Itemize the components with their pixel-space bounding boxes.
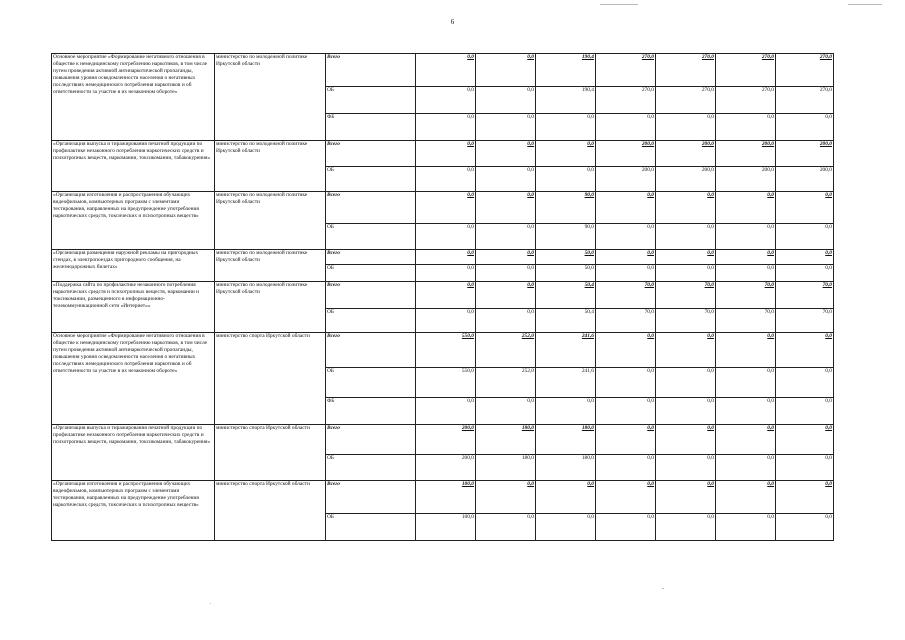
- amount-cell: 252,0: [476, 333, 536, 368]
- budget-table: [51, 53, 834, 541]
- amount-cell: 0,0: [776, 455, 834, 481]
- scan-artifact: [600, 4, 638, 5]
- amount-cell: 0,0: [476, 514, 536, 541]
- amount-cell: 50,4: [536, 282, 596, 309]
- amount-cell: 0,0: [596, 250, 656, 265]
- scan-artifact: [848, 4, 882, 5]
- amount-cell: 0,0: [716, 114, 776, 141]
- amount-cell: 70,0: [716, 282, 776, 309]
- amount-cell: 270,0: [716, 54, 776, 87]
- amount-cell: 550,0: [416, 368, 476, 398]
- amount-cell: 0,0: [656, 265, 716, 282]
- amount-cell: 0,0: [596, 481, 656, 514]
- amount-cell: 200,0: [416, 455, 476, 481]
- amount-cell: 0,0: [476, 192, 536, 224]
- amount-cell: 241,6: [536, 333, 596, 368]
- amount-cell: 0,0: [476, 54, 536, 87]
- amount-cell: 0,0: [596, 224, 656, 250]
- amount-cell: 0,0: [596, 333, 656, 368]
- amount-cell: 0,0: [716, 455, 776, 481]
- table-row: [52, 250, 834, 265]
- amount-cell: 270,0: [776, 54, 834, 87]
- amount-cell: 90,0: [536, 224, 596, 250]
- funding-source: Всего: [326, 250, 416, 265]
- amount-cell: 0,0: [476, 481, 536, 514]
- budget-table-body: [52, 54, 834, 541]
- amount-cell: 70,0: [716, 309, 776, 333]
- amount-cell: 70,0: [596, 309, 656, 333]
- measure-description: «Организация изготовления и распространения обучающих видеофильмов, компьютерных программ с элементами тестирования, направленных на предупреждение употребления наркотических средств, токсических и психотропных веществ»: [52, 192, 215, 250]
- amount-cell: 0,0: [656, 481, 716, 514]
- amount-cell: 200,0: [416, 425, 476, 455]
- amount-cell: 0,0: [416, 224, 476, 250]
- amount-cell: 0,0: [656, 224, 716, 250]
- measure-description: «Организация выпуска и тиражирования печатной продукции по профилактике незаконного потребления наркотических средств и психотропных веществ, наркомании, токсикомании, табакокурения»: [52, 141, 215, 192]
- amount-cell: 0,0: [476, 224, 536, 250]
- executor: министерство спорта Иркутской области: [215, 481, 326, 541]
- amount-cell: 241,6: [536, 368, 596, 398]
- amount-cell: 0,0: [776, 192, 834, 224]
- funding-source: Всего: [326, 333, 416, 368]
- measure-description: Основное мероприятие «Формирование негативного отношения в обществе к немедицинскому потреблению наркотиков, в том числе путем проведения активной антинаркотической пропаганды, повышения уровня осведомленности населения о негативных последствиях немедицинского потребления наркотиков и об ответственности за участие в их незаконном обороте»: [52, 54, 215, 141]
- amount-cell: 0,0: [596, 192, 656, 224]
- amount-cell: 252,0: [476, 368, 536, 398]
- amount-cell: 200,0: [716, 167, 776, 192]
- scan-artifact: [662, 588, 664, 589]
- funding-source: ОБ: [326, 224, 416, 250]
- measure-description: «Организация изготовления и распространения обучающих видеофильмов, компьютерных программ с элементами тестирования, направленных на предупреждение употребления наркотических средств, токсических и психотропных веществ»: [52, 481, 215, 541]
- amount-cell: 0,0: [536, 141, 596, 167]
- funding-source: ОБ: [326, 87, 416, 114]
- funding-source: ОБ: [326, 309, 416, 333]
- funding-source: Всего: [326, 481, 416, 514]
- amount-cell: 180,0: [476, 455, 536, 481]
- funding-source: Всего: [326, 54, 416, 87]
- amount-cell: 0,0: [776, 398, 834, 425]
- amount-cell: 200,0: [776, 141, 834, 167]
- amount-cell: 50,4: [536, 309, 596, 333]
- measure-description: «Поддержка сайта по профилактике незаконного потребления наркотических средств и психотропных веществ, наркомании и токсикомании, размещенного в информационно-телекоммуникационной сети «Интернет»»: [52, 282, 215, 333]
- measure-description: «Организация выпуска и тиражирования печатной продукции по профилактике незаконного потребления наркотических средств и психотропных веществ, наркомании, токсикомании, табакокурения»: [52, 425, 215, 481]
- amount-cell: 0,0: [656, 514, 716, 541]
- amount-cell: 0,0: [716, 333, 776, 368]
- amount-cell: 270,0: [716, 87, 776, 114]
- amount-cell: 0,0: [476, 265, 536, 282]
- amount-cell: 0,0: [536, 481, 596, 514]
- amount-cell: 0,0: [416, 250, 476, 265]
- funding-source: Всего: [326, 192, 416, 224]
- amount-cell: 0,0: [416, 398, 476, 425]
- amount-cell: 0,0: [596, 265, 656, 282]
- funding-source: ОБ: [326, 167, 416, 192]
- amount-cell: 270,0: [656, 87, 716, 114]
- amount-cell: 0,0: [716, 514, 776, 541]
- amount-cell: 200,0: [596, 141, 656, 167]
- funding-source: ОБ: [326, 514, 416, 541]
- table-row: [52, 481, 834, 514]
- executor: министерство по молодежной политике Иркутской области: [215, 250, 326, 282]
- amount-cell: 180,0: [536, 425, 596, 455]
- amount-cell: 0,0: [776, 481, 834, 514]
- amount-cell: 0,0: [776, 250, 834, 265]
- amount-cell: 0,0: [716, 481, 776, 514]
- amount-cell: 0,0: [416, 87, 476, 114]
- funding-source: ОБ: [326, 368, 416, 398]
- table-row: [52, 282, 834, 309]
- amount-cell: 0,0: [776, 333, 834, 368]
- amount-cell: 200,0: [716, 141, 776, 167]
- amount-cell: 200,0: [596, 167, 656, 192]
- funding-source: Всего: [326, 141, 416, 167]
- amount-cell: 270,0: [596, 54, 656, 87]
- amount-cell: 0,0: [776, 368, 834, 398]
- funding-source: Всего: [326, 282, 416, 309]
- amount-cell: 0,0: [716, 224, 776, 250]
- amount-cell: 0,0: [416, 114, 476, 141]
- amount-cell: 0,0: [716, 368, 776, 398]
- table-row: [52, 54, 834, 87]
- amount-cell: 0,0: [416, 265, 476, 282]
- executor: министерство по молодежной политике Иркутской области: [215, 282, 326, 333]
- amount-cell: 100,0: [416, 481, 476, 514]
- amount-cell: 100,0: [416, 514, 476, 541]
- amount-cell: 0,0: [416, 54, 476, 87]
- amount-cell: 0,0: [416, 192, 476, 224]
- amount-cell: 0,0: [536, 514, 596, 541]
- amount-cell: 0,0: [416, 141, 476, 167]
- executor: министерство по молодежной политике Иркутской области: [215, 54, 326, 141]
- amount-cell: 0,0: [476, 250, 536, 265]
- funding-source: ОБ: [326, 455, 416, 481]
- amount-cell: 0,0: [476, 141, 536, 167]
- amount-cell: 0,0: [776, 114, 834, 141]
- amount-cell: 0,0: [416, 309, 476, 333]
- amount-cell: 0,0: [596, 425, 656, 455]
- amount-cell: 70,0: [776, 282, 834, 309]
- amount-cell: 0,0: [416, 282, 476, 309]
- funding-source: ФБ: [326, 114, 416, 141]
- page-number: 6: [450, 18, 455, 26]
- amount-cell: 190,4: [536, 87, 596, 114]
- amount-cell: 0,0: [476, 167, 536, 192]
- amount-cell: 70,0: [656, 282, 716, 309]
- amount-cell: 70,0: [776, 309, 834, 333]
- amount-cell: 0,0: [656, 114, 716, 141]
- amount-cell: 0,0: [536, 114, 596, 141]
- scan-artifact: [210, 603, 211, 604]
- amount-cell: 0,0: [716, 425, 776, 455]
- funding-source: Всего: [326, 425, 416, 455]
- amount-cell: 70,0: [596, 282, 656, 309]
- amount-cell: 0,0: [656, 333, 716, 368]
- table-row: [52, 141, 834, 167]
- amount-cell: 70,0: [656, 309, 716, 333]
- amount-cell: 0,0: [716, 192, 776, 224]
- amount-cell: 0,0: [776, 514, 834, 541]
- executor: министерство по молодежной политике Иркутской области: [215, 192, 326, 250]
- executor: министерство спорта Иркутской области: [215, 333, 326, 425]
- amount-cell: 0,0: [656, 425, 716, 455]
- amount-cell: 200,0: [656, 141, 716, 167]
- amount-cell: 0,0: [536, 167, 596, 192]
- amount-cell: 550,0: [416, 333, 476, 368]
- measure-description: Основное мероприятие «Формирование негативного отношения в обществе к немедицинскому потреблению наркотиков, в том числе путем проведения активной антинаркотической пропаганды, повышения уровня осведомленности населения о негативных последствиях немедицинского потребления наркотиков и об ответственности за участие в их незаконном обороте»: [52, 333, 215, 425]
- amount-cell: 0,0: [716, 265, 776, 282]
- amount-cell: 0,0: [596, 398, 656, 425]
- table-row: [52, 192, 834, 224]
- amount-cell: 0,0: [776, 224, 834, 250]
- amount-cell: 0,0: [476, 87, 536, 114]
- amount-cell: 180,0: [536, 455, 596, 481]
- amount-cell: 0,0: [716, 398, 776, 425]
- amount-cell: 0,0: [536, 398, 596, 425]
- measure-description: «Организация размещения наружной рекламы на пригородных стендах, в электропоездах пригородного сообщения, на железнодорожных билетах»: [52, 250, 215, 282]
- amount-cell: 270,0: [596, 87, 656, 114]
- amount-cell: 90,0: [536, 192, 596, 224]
- amount-cell: 50,0: [536, 250, 596, 265]
- table-row: [52, 333, 834, 368]
- amount-cell: 200,0: [656, 167, 716, 192]
- amount-cell: 0,0: [596, 514, 656, 541]
- amount-cell: 0,0: [656, 368, 716, 398]
- amount-cell: 0,0: [656, 192, 716, 224]
- amount-cell: 180,0: [476, 425, 536, 455]
- amount-cell: 270,0: [656, 54, 716, 87]
- amount-cell: 0,0: [596, 368, 656, 398]
- amount-cell: 0,0: [656, 250, 716, 265]
- amount-cell: 0,0: [776, 265, 834, 282]
- amount-cell: 0,0: [716, 250, 776, 265]
- amount-cell: 0,0: [476, 398, 536, 425]
- amount-cell: 270,0: [776, 87, 834, 114]
- amount-cell: 0,0: [596, 455, 656, 481]
- amount-cell: 200,0: [776, 167, 834, 192]
- executor: министерство по молодежной политике Иркутской области: [215, 141, 326, 192]
- table-row: [52, 425, 834, 455]
- amount-cell: 0,0: [416, 167, 476, 192]
- amount-cell: 0,0: [476, 282, 536, 309]
- funding-source: ФБ: [326, 398, 416, 425]
- amount-cell: 0,0: [476, 309, 536, 333]
- amount-cell: 0,0: [656, 455, 716, 481]
- amount-cell: 0,0: [476, 114, 536, 141]
- amount-cell: 190,4: [536, 54, 596, 87]
- executor: министерство спорта Иркутской области: [215, 425, 326, 481]
- funding-source: ОБ: [326, 265, 416, 282]
- amount-cell: 50,0: [536, 265, 596, 282]
- amount-cell: 0,0: [596, 114, 656, 141]
- amount-cell: 0,0: [656, 398, 716, 425]
- amount-cell: 0,0: [776, 425, 834, 455]
